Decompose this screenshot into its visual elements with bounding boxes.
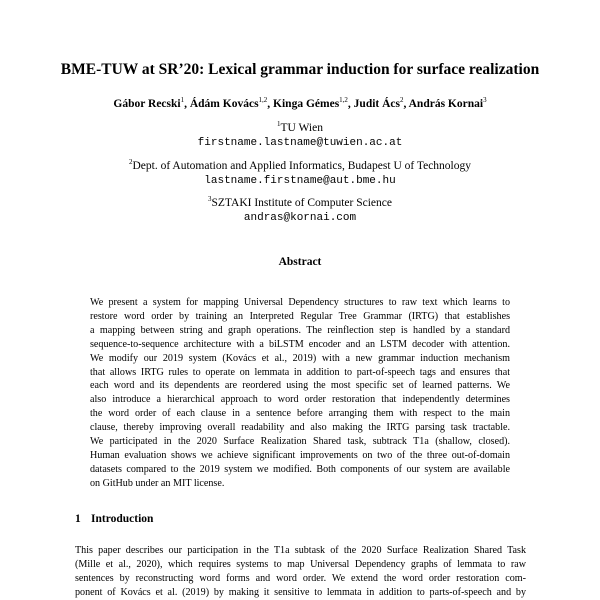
abstract-line: We present a system for mapping Universal Dependency structures to raw text which learns to xyxy=(90,297,510,308)
author-name: Gábor Recski xyxy=(113,97,181,110)
paper-title: BME-TUW at SR’20: Lexical grammar induction for surface realization xyxy=(60,61,540,78)
author-list: Gábor Recski$^1$, Ádám Kovács$^{1,2}$, Kinga Gémes$^{1,2}$, Judit Ács$^2$, András Kornai$^3$ xyxy=(113,96,487,110)
author-affil-mark: 1,2 xyxy=(258,96,268,104)
affiliation-name: $^1$TU Wien xyxy=(277,120,323,134)
section-number: 1 xyxy=(75,513,81,525)
abstract-line: Human evaluation shows we achieve significant improvements on two of the three out-of-domain xyxy=(90,449,510,461)
affiliation-name: $^2$Dept. of Automation and Applied Informatics, Budapest U of Technology xyxy=(129,158,471,172)
affiliation-email: lastname.firstname@aut.bme.hu xyxy=(204,174,396,187)
author-affil-mark: 1 xyxy=(180,96,185,104)
affiliation-block xyxy=(0,117,600,151)
abstract-line: on GitHub under an MIT license. xyxy=(90,477,225,489)
author-affil-mark: 1,2 xyxy=(339,96,348,104)
abstract-line: also introduce a hierarchical approach to word order restoration that independently determines xyxy=(90,394,510,406)
author-name: Kinga Gémes xyxy=(273,97,340,110)
body-line: ponent of Kovács et al. (2019) by making it sensitive to lemmata in addition to parts-of-speech and by xyxy=(75,586,526,598)
abstract-line: sequence-to-sequence architecture with a biLSTM encoder and an LSTM decoder with attention. xyxy=(90,338,510,350)
abstract-line: each word and its dependents are reordered using the most specific set of learned patterns. We xyxy=(90,380,510,392)
abstract-line: We modify our 2019 system (Kovács et al., 2019) with a new grammar induction mechanism xyxy=(90,352,510,364)
abstract-line: clause, thereby improving overall readability and also making the IRTG parsing task tractable. xyxy=(90,422,510,434)
author-affil-mark: 2 xyxy=(400,96,404,104)
author-name: Judit Ács xyxy=(353,97,400,110)
abstract-heading: Abstract xyxy=(278,256,322,268)
introduction-body xyxy=(75,544,526,600)
affiliation-block xyxy=(0,155,600,189)
affiliation-email: firstname.lastname@tuwien.ac.at xyxy=(197,136,403,149)
author-affil-mark: 3 xyxy=(483,96,487,104)
abstract-line: that allows IRTG rules to operate on lemmata in addition to part-of-speech tags and ensures that xyxy=(90,366,510,378)
body-line: sentences by reconstructing word forms and word order. We extend the word order restoration com- xyxy=(75,572,526,584)
affiliation-name: $^3$SZTAKI Institute of Computer Science xyxy=(208,195,392,209)
body-line: This paper describes our participation in the T1a subtask of the 2020 Surface Realization Shared Task xyxy=(75,545,526,556)
abstract-body xyxy=(90,296,510,491)
affiliation-email: andras@kornai.com xyxy=(243,211,357,224)
author-name: András Kornai xyxy=(408,97,484,110)
abstract-line: datasets compared to the 2019 system we modified. Both components of our system are available xyxy=(90,463,510,475)
section-heading-introduction xyxy=(75,513,153,525)
section-title: Introduction xyxy=(91,513,154,525)
abstract-line: the word order of each clause in a sentence before arranging them with respect to the main xyxy=(90,408,510,420)
body-line: (Mille et al., 2020), which requires systems to map Universal Dependency graphs of lemmata to raw xyxy=(75,558,526,570)
abstract-line: We participated in the 2020 Surface Realization Shared task, subtrack T1a (shallow, closed). xyxy=(90,436,510,448)
abstract-line: a mapping between string and graph operations. The reinflection step is handled by a standard xyxy=(90,324,510,336)
abstract-line: restore word order by training an Interpreted Regular Tree Grammar (IRTG) that establishes xyxy=(90,310,510,322)
author-name: Ádám Kovács xyxy=(189,97,259,110)
affiliation-block xyxy=(0,192,600,226)
